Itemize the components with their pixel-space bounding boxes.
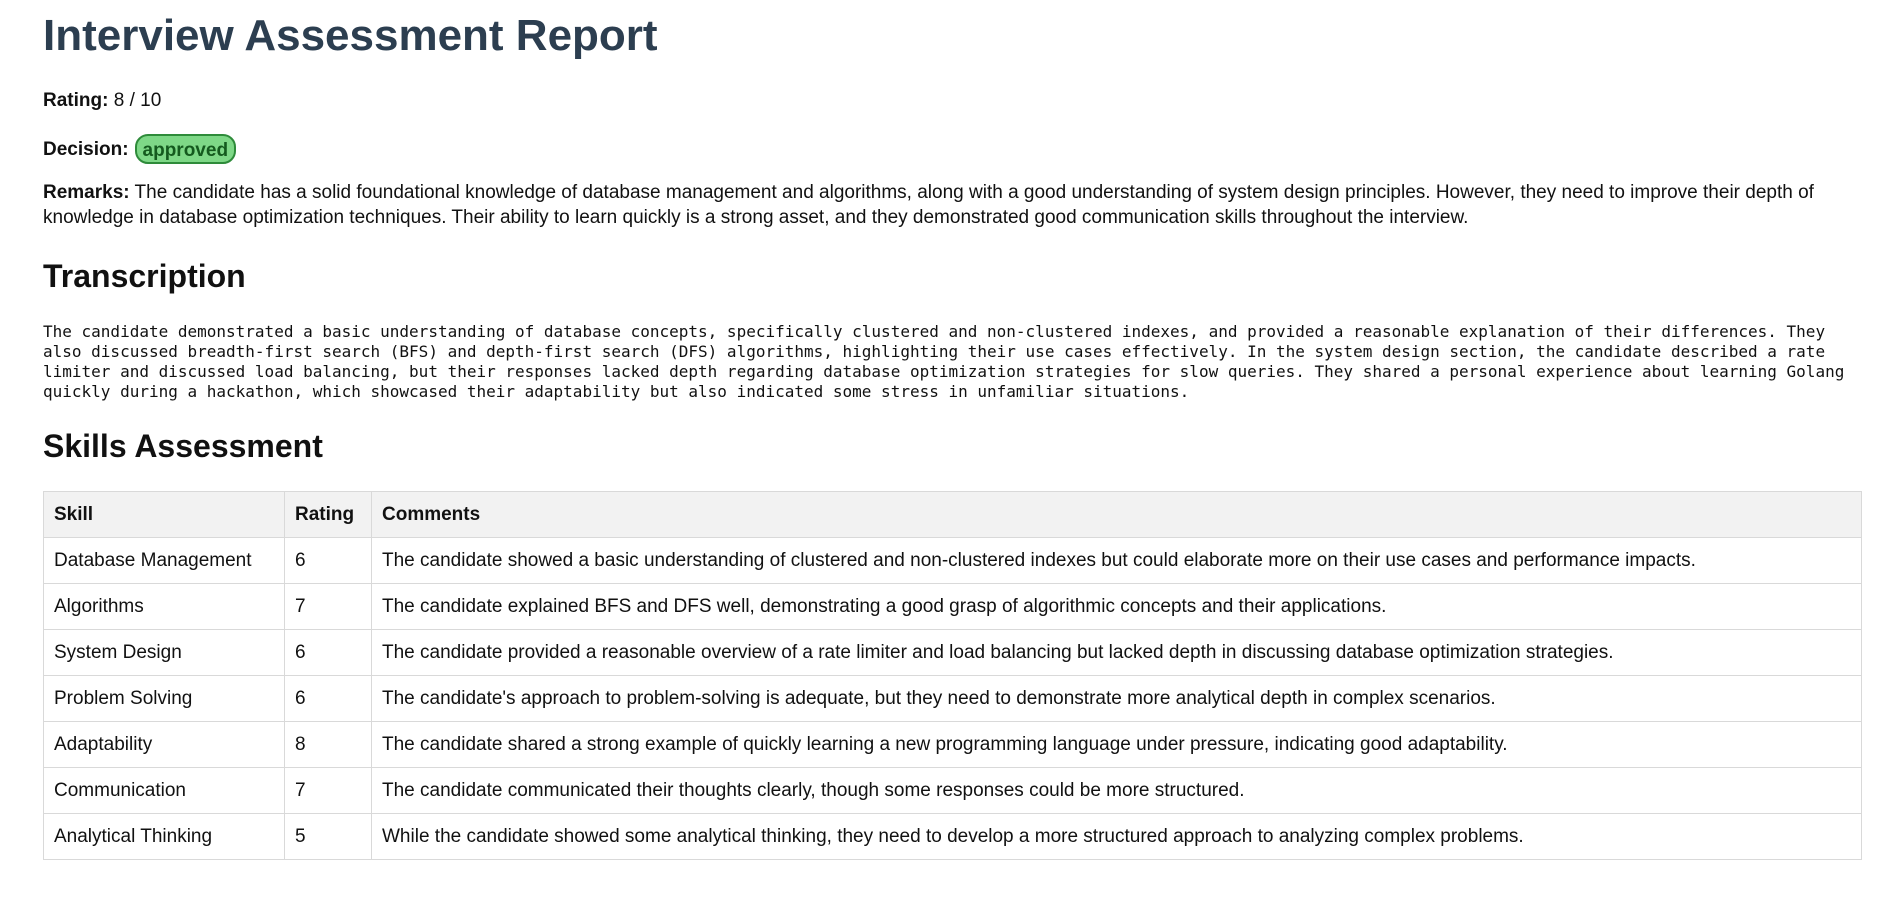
comment-cell: The candidate communicated their thoughts clearly, though some responses could be more structured. (372, 768, 1862, 814)
skill-cell: Analytical Thinking (44, 814, 285, 860)
rating-cell: 6 (285, 538, 372, 584)
skills-heading: Skills Assessment (43, 428, 323, 464)
table-row (44, 768, 1862, 814)
page-title: Interview Assessment Report (43, 11, 658, 60)
rating-cell: 8 (285, 722, 372, 768)
rating-value: 8 / 10 (113, 90, 162, 111)
column-header-skill: Skill (44, 492, 285, 538)
rating-line (43, 88, 161, 113)
comment-cell: The candidate shared a strong example of quickly learning a new programming language under pressure, indicating good adaptability. (372, 722, 1862, 768)
remarks-label: Remarks: (43, 182, 130, 203)
status-badge: approved (135, 134, 237, 164)
skill-cell: Problem Solving (44, 676, 285, 722)
table-row (44, 630, 1862, 676)
table-header-row (44, 492, 1862, 538)
skill-cell: Database Management (44, 538, 285, 584)
rating-cell: 5 (285, 814, 372, 860)
rating-cell: 7 (285, 584, 372, 630)
table-row (44, 584, 1862, 630)
decision-line (43, 134, 236, 164)
column-header-rating: Rating (285, 492, 372, 538)
remarks-text: The candidate has a solid foundational knowledge of database management and algorithms, along with a good understanding of system design principles. However, they need to improve their depth of knowledge in database optimization techniques. Their ability to learn quickly is a strong asset, and they demonstrated good communication skills throughout the interview. (43, 182, 1814, 228)
table-row (44, 676, 1862, 722)
skill-cell: System Design (44, 630, 285, 676)
skill-cell: Adaptability (44, 722, 285, 768)
transcription-heading: Transcription (43, 258, 246, 294)
comment-cell: The candidate showed a basic understanding of clustered and non-clustered indexes but could elaborate more on their use cases and performance impacts. (372, 538, 1862, 584)
rating-cell: 6 (285, 676, 372, 722)
rating-cell: 6 (285, 630, 372, 676)
comment-cell: While the candidate showed some analytical thinking, they need to develop a more structured approach to analyzing complex problems. (372, 814, 1862, 860)
table-row (44, 814, 1862, 860)
rating-label: Rating: (43, 90, 109, 111)
comment-cell: The candidate's approach to problem-solving is adequate, but they need to demonstrate more analytical depth in complex scenarios. (372, 676, 1862, 722)
comment-cell: The candidate explained BFS and DFS well, demonstrating a good grasp of algorithmic concepts and their applications. (372, 584, 1862, 630)
skill-cell: Algorithms (44, 584, 285, 630)
column-header-comments: Comments (372, 492, 1862, 538)
remarks-paragraph (43, 180, 1866, 230)
skills-table (43, 491, 1862, 860)
decision-label: Decision: (43, 138, 129, 160)
table-row (44, 722, 1862, 768)
transcription-text: The candidate demonstrated a basic understanding of database concepts, specifically clustered and non-clustered indexes, and provided a reasonable explanation of their differences. They also discussed breadth-first search (BFS) and depth-first search (DFS) algorithms, highlighting their use cases effectively. In the system design section, the candidate described a rate limiter and discussed load balancing, but their responses lacked depth regarding database optimization strategies for slow queries. They shared a personal experience about learning Golang quickly during a hackathon, which showcased their adaptability but also indicated some stress in unfamiliar situations. (43, 322, 1845, 401)
skill-cell: Communication (44, 768, 285, 814)
table-row (44, 538, 1862, 584)
comment-cell: The candidate provided a reasonable overview of a rate limiter and load balancing but lacked depth in discussing database optimization strategies. (372, 630, 1862, 676)
rating-cell: 7 (285, 768, 372, 814)
